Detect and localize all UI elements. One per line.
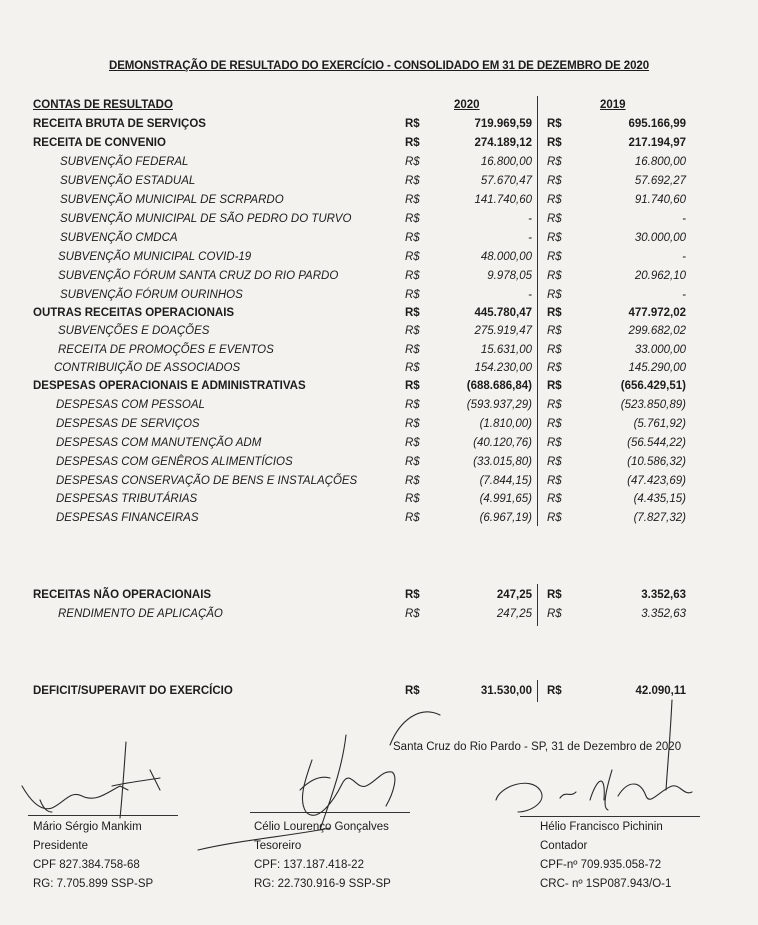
table-row — [0, 115, 758, 134]
signatory-rg: CRC- nº 1SP087.943/O-1 — [540, 878, 672, 890]
value-2019: (47.423,69) — [627, 475, 686, 487]
table-row — [0, 377, 758, 396]
table-row — [0, 248, 758, 267]
signature-line — [28, 815, 178, 816]
value-2020: (40.120,76) — [473, 437, 532, 449]
currency-2019: R$ — [547, 307, 562, 319]
table-row — [0, 359, 758, 378]
currency-2020: R$ — [405, 512, 420, 524]
currency-2020: R$ — [405, 118, 420, 130]
value-2019: (656.429,51) — [620, 380, 686, 392]
signatory-rg: RG: 7.705.899 SSP-SP — [33, 878, 154, 890]
table-row — [0, 605, 758, 624]
currency-2020: R$ — [405, 344, 420, 356]
currency-2020: R$ — [405, 325, 420, 337]
currency-2019: R$ — [547, 118, 562, 130]
row-label: SUBVENÇÃO CMDCA — [60, 232, 178, 244]
currency-2019: R$ — [547, 175, 562, 187]
header-year-2019: 2019 — [600, 99, 626, 111]
value-2019: 33.000,00 — [634, 344, 686, 356]
value-2019: 20.962,10 — [634, 270, 686, 282]
currency-2019: R$ — [547, 589, 562, 601]
signature-line — [250, 812, 410, 813]
currency-2020: R$ — [405, 194, 420, 206]
value-2019: 299.682,02 — [628, 325, 686, 337]
value-2020: 445.780,47 — [474, 307, 532, 319]
table-row — [0, 267, 758, 286]
value-2019: 477.972,02 — [628, 307, 686, 319]
row-label: DESPESAS CONSERVAÇÃO DE BENS E INSTALAÇÕES — [56, 475, 358, 487]
currency-2020: R$ — [405, 289, 420, 301]
currency-2019: R$ — [547, 156, 562, 168]
row-label: SUBVENÇÃO ESTADUAL — [60, 175, 196, 187]
value-2020: - — [528, 232, 532, 244]
currency-2019: R$ — [547, 512, 562, 524]
row-label: RECEITAS NÃO OPERACIONAIS — [33, 589, 212, 601]
value-2020: (6.967,19) — [479, 512, 532, 524]
value-2020: 275.919,47 — [474, 325, 532, 337]
value-2019: 30.000,00 — [634, 232, 686, 244]
row-label: SUBVENÇÃO MUNICIPAL DE SÃO PEDRO DO TURVO — [60, 213, 352, 225]
value-2019: (523.850,89) — [620, 399, 686, 411]
table-row — [0, 434, 758, 453]
currency-2019: R$ — [547, 475, 562, 487]
row-label: DESPESAS COM GENÊROS ALIMENTÍCIOS — [56, 456, 293, 468]
currency-2019: R$ — [547, 270, 562, 282]
currency-2019: R$ — [547, 437, 562, 449]
currency-2019: R$ — [547, 399, 562, 411]
value-2019: (10.586,32) — [627, 456, 686, 468]
row-label: SUBVENÇÃO MUNICIPAL COVID-19 — [58, 251, 252, 263]
currency-2019: R$ — [547, 194, 562, 206]
currency-2019: R$ — [547, 137, 562, 149]
currency-2020: R$ — [405, 270, 420, 282]
row-label: SUBVENÇÕES E DOAÇÕES — [58, 325, 210, 337]
currency-2019: R$ — [547, 685, 562, 697]
value-2019: 3.352,63 — [641, 589, 686, 601]
header-label: CONTAS DE RESULTADO — [33, 99, 173, 111]
value-2020: (1.810,00) — [479, 418, 532, 430]
value-2020: 247,25 — [496, 608, 532, 620]
currency-2020: R$ — [405, 589, 420, 601]
currency-2020: R$ — [405, 608, 420, 620]
table-row — [0, 682, 758, 701]
value-2020: 9.978,05 — [487, 270, 532, 282]
value-2020: (7.844,15) — [479, 475, 532, 487]
value-2019: - — [682, 289, 686, 301]
currency-2020: R$ — [405, 456, 420, 468]
value-2020: 274.189,12 — [474, 137, 532, 149]
value-2020: 141.740,60 — [474, 194, 532, 206]
table-row — [0, 396, 758, 415]
table-row — [0, 210, 758, 229]
currency-2019: R$ — [547, 232, 562, 244]
value-2019: 217.194,97 — [628, 137, 686, 149]
value-2019: 16.800,00 — [634, 156, 686, 168]
currency-2020: R$ — [405, 475, 420, 487]
value-2019: 42.090,11 — [635, 685, 686, 697]
currency-2020: R$ — [405, 307, 420, 319]
currency-2020: R$ — [405, 380, 420, 392]
currency-2019: R$ — [547, 325, 562, 337]
table-row — [0, 509, 758, 528]
row-label: SUBVENÇÃO FEDERAL — [60, 156, 189, 168]
row-label: SUBVENÇÃO FÓRUM OURINHOS — [60, 289, 243, 301]
signatory-cpf: CPF 827.384.758-68 — [33, 859, 140, 871]
currency-2019: R$ — [547, 251, 562, 263]
currency-2020: R$ — [405, 213, 420, 225]
row-label: DESPESAS DE SERVIÇOS — [56, 418, 200, 430]
signatory-name: Célio Lourenço Gonçalves — [254, 821, 389, 833]
value-2019: 145.290,00 — [628, 362, 686, 374]
value-2019: 3.352,63 — [641, 608, 686, 620]
row-label: SUBVENÇÃO FÓRUM SANTA CRUZ DO RIO PARDO — [58, 270, 339, 282]
row-label: RECEITA DE PROMOÇÕES E EVENTOS — [58, 344, 274, 356]
currency-2020: R$ — [405, 418, 420, 430]
signatory-cpf: CPF: 137.187.418-22 — [254, 859, 364, 871]
row-label: RECEITA DE CONVENIO — [33, 137, 166, 149]
table-row — [0, 472, 758, 491]
currency-2019: R$ — [547, 608, 562, 620]
table-row — [0, 415, 758, 434]
currency-2019: R$ — [547, 380, 562, 392]
row-label: CONTRIBUIÇÃO DE ASSOCIADOS — [54, 362, 241, 374]
value-2020: 719.969,59 — [474, 118, 532, 130]
signatory-cpf: CPF-nº 709.935.058-72 — [540, 859, 662, 871]
row-label: DESPESAS COM PESSOAL — [56, 399, 205, 411]
value-2020: - — [528, 289, 532, 301]
value-2019: (4.435,15) — [633, 493, 686, 505]
row-label: DESPESAS COM MANUTENÇÃO ADM — [56, 437, 262, 449]
value-2019: - — [682, 251, 686, 263]
currency-2019: R$ — [547, 289, 562, 301]
value-2020: 57.670,47 — [480, 175, 532, 187]
currency-2019: R$ — [547, 418, 562, 430]
currency-2020: R$ — [405, 493, 420, 505]
table-row — [0, 172, 758, 191]
row-label: DESPESAS TRIBUTÁRIAS — [56, 493, 198, 505]
currency-2020: R$ — [405, 437, 420, 449]
value-2020: (593.937,29) — [466, 399, 532, 411]
table-header — [0, 96, 758, 115]
table-row — [0, 586, 758, 605]
row-label: DEFICIT/SUPERAVIT DO EXERCÍCIO — [33, 685, 233, 697]
currency-2019: R$ — [547, 456, 562, 468]
table-row — [0, 134, 758, 153]
value-2020: (4.991,65) — [479, 493, 532, 505]
currency-2020: R$ — [405, 362, 420, 374]
table-row — [0, 322, 758, 341]
currency-2020: R$ — [405, 156, 420, 168]
signatory-role: Presidente — [33, 840, 88, 852]
row-label: SUBVENÇÃO MUNICIPAL DE SCRPARDO — [60, 194, 284, 206]
value-2019: - — [682, 213, 686, 225]
row-label: DESPESAS FINANCEIRAS — [56, 512, 199, 524]
currency-2020: R$ — [405, 137, 420, 149]
value-2019: (7.827,32) — [633, 512, 686, 524]
value-2020: 48.000,00 — [480, 251, 532, 263]
value-2020: 15.631,00 — [480, 344, 532, 356]
row-label: OUTRAS RECEITAS OPERACIONAIS — [33, 307, 235, 319]
currency-2019: R$ — [547, 493, 562, 505]
currency-2020: R$ — [405, 685, 420, 697]
signatory-role: Tesoreiro — [254, 840, 302, 852]
value-2019: 695.166,99 — [628, 118, 686, 130]
value-2019: (56.544,22) — [627, 437, 686, 449]
signatory-role: Contador — [540, 840, 588, 852]
value-2020: 247,25 — [496, 589, 532, 601]
table-row — [0, 490, 758, 509]
table-row — [0, 229, 758, 248]
signature-president — [22, 742, 160, 818]
currency-2020: R$ — [405, 175, 420, 187]
value-2019: 91.740,60 — [634, 194, 686, 206]
table-row — [0, 153, 758, 172]
header-year-2020: 2020 — [454, 99, 480, 111]
currency-2019: R$ — [547, 362, 562, 374]
signatory-rg: RG: 22.730.916-9 SSP-SP — [254, 878, 391, 890]
value-2020: (33.015,80) — [473, 456, 532, 468]
currency-2020: R$ — [405, 251, 420, 263]
signature-accountant — [496, 700, 692, 812]
table-row — [0, 304, 758, 323]
row-label: RENDIMENTO DE APLICAÇÃO — [58, 608, 223, 620]
signature-line — [520, 816, 700, 817]
value-2019: (5.761,92) — [633, 418, 686, 430]
currency-2020: R$ — [405, 399, 420, 411]
value-2020: 16.800,00 — [480, 156, 532, 168]
value-2020: 31.530,00 — [480, 685, 532, 697]
value-2020: 154.230,00 — [474, 362, 532, 374]
currency-2019: R$ — [547, 344, 562, 356]
currency-2019: R$ — [547, 213, 562, 225]
value-2020: - — [528, 213, 532, 225]
table-row — [0, 453, 758, 472]
row-label: RECEITA BRUTA DE SERVIÇOS — [33, 118, 206, 130]
row-label: DESPESAS OPERACIONAIS E ADMINISTRATIVAS — [33, 380, 306, 392]
value-2020: (688.686,84) — [466, 380, 532, 392]
signatory-name: Mário Sérgio Mankim — [33, 821, 142, 833]
value-2019: 57.692,27 — [634, 175, 686, 187]
signatory-name: Hélio Francisco Pichinin — [540, 821, 663, 833]
document-title: DEMONSTRAÇÃO DE RESULTADO DO EXERCÍCIO - CONSOLIDADO EM 31 DE DEZEMBRO DE 2020 — [108, 60, 649, 72]
table-row — [0, 286, 758, 305]
table-row — [0, 191, 758, 210]
table-row — [0, 341, 758, 360]
place-date: Santa Cruz do Rio Pardo - SP, 31 de Dezembro de 2020 — [393, 741, 682, 753]
currency-2020: R$ — [405, 232, 420, 244]
